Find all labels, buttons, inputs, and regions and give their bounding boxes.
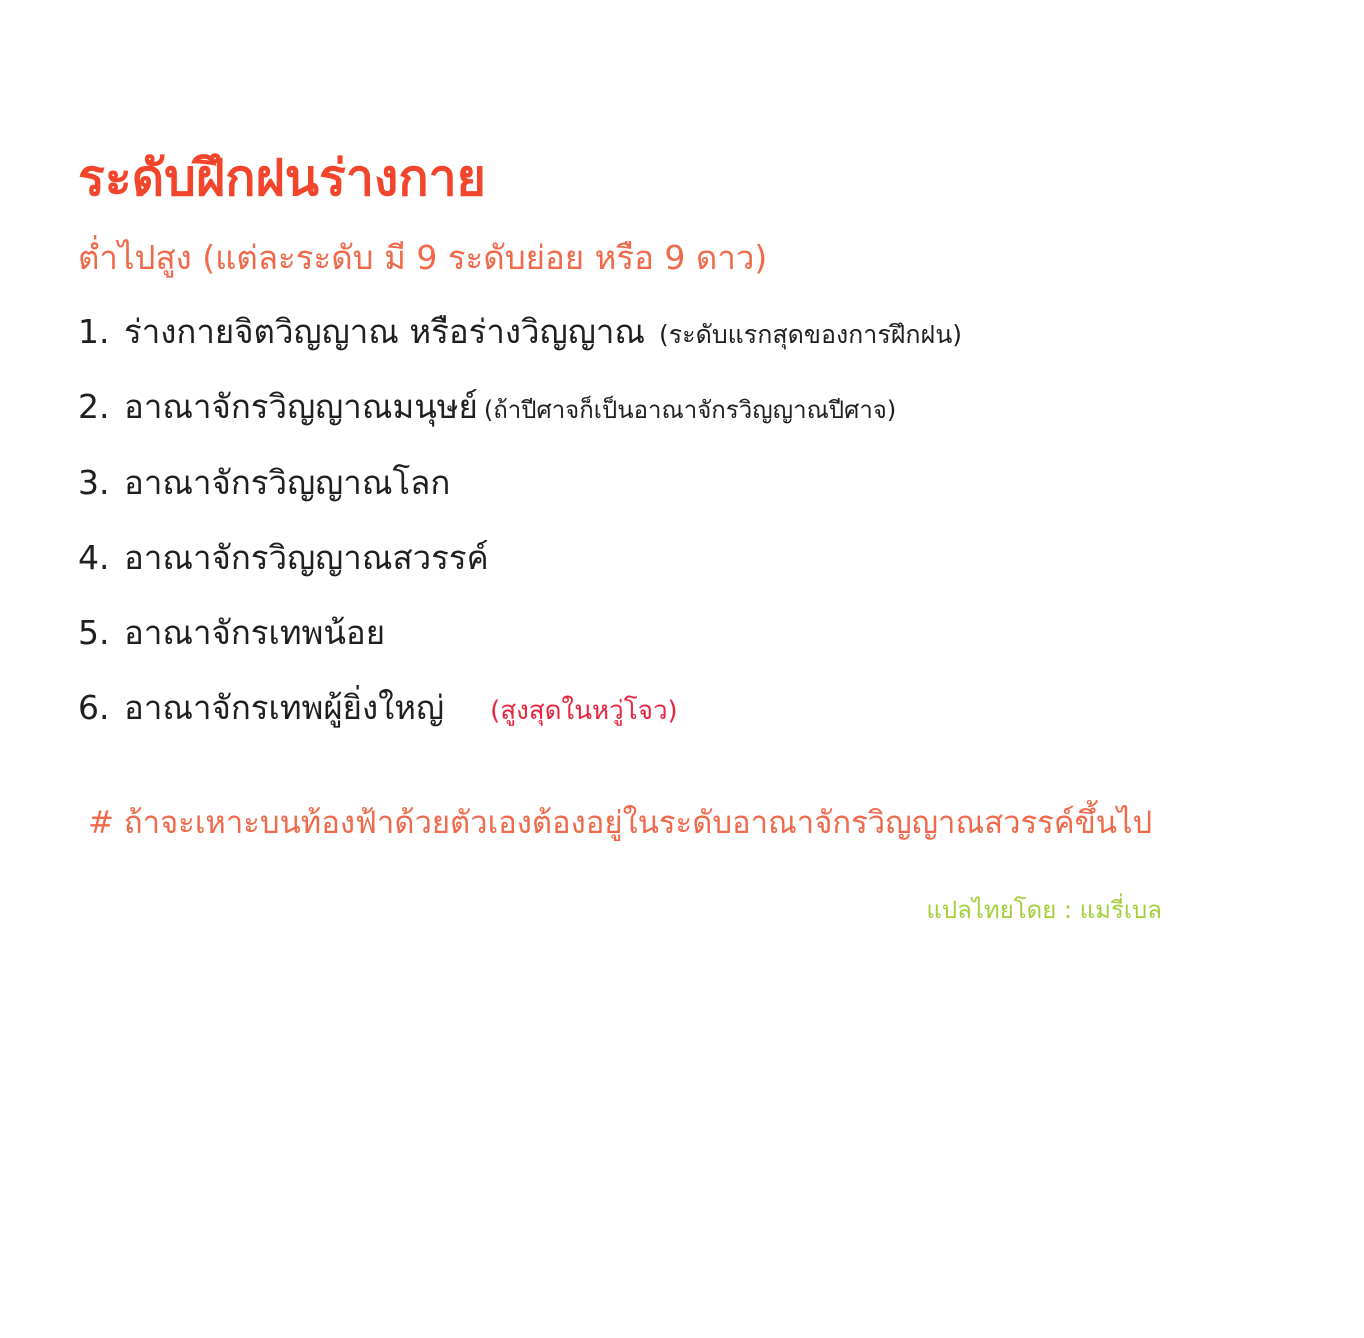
list-item-number: 4. [78,537,110,577]
page-subtitle: ต่ำไปสูง (แต่ละระดับ มี 9 ระดับย่อย หรือ 9 ดาว) [78,237,768,277]
list-item [78,386,1294,427]
list-item [78,612,1294,653]
list-item-text: ร่างกายจิตวิญญาณ หรือร่างวิญญาณ [124,312,645,352]
list-item-note: (ระดับแรกสุดของการฝึกฝน) [658,320,963,350]
list-item-text: อาณาจักรเทพน้อย [124,613,386,653]
list-item-number: 6. [78,688,110,728]
list-item [78,311,1294,352]
list-item-note [385,621,399,650]
list-item-text: อาณาจักรวิญญาณสวรรค์ [124,537,489,577]
list-item [78,687,1294,728]
list-item-number: 5. [78,613,110,653]
footnote: # ถ้าจะเหาะบนท้องฟ้าด้วยตัวเองต้องอยู่ในระดับอาณาจักรวิญญาณสวรรค์ขึ้นไป [88,804,1153,841]
list-item [78,537,1294,578]
list-item-number: 1. [78,312,110,352]
list-item [78,462,1294,503]
list-item-note: (ถ้าปีศาจก็เป็นอาณาจักรวิญญาณปีศาจ) [483,396,897,425]
page-title: ระดับฝึกฝนร่างกาย [78,149,486,207]
list-item-text: อาณาจักรวิญญาณโลก [124,462,451,502]
levels-list [78,311,1294,729]
list-item-text: อาณาจักรเทพผู้ยิ่งใหญ่ [124,688,445,728]
translator-credit: แปลไทยโดย : แมรี่เบล [926,896,1162,925]
list-item-number: 3. [78,462,110,502]
list-item-note [489,546,503,575]
list-item-note [450,471,464,500]
list-item-note: (สูงสุดในหวู่โจว) [490,696,678,727]
list-item-number: 2. [78,387,110,427]
list-item-text: อาณาจักรวิญญาณมนุษย์ [124,387,478,427]
